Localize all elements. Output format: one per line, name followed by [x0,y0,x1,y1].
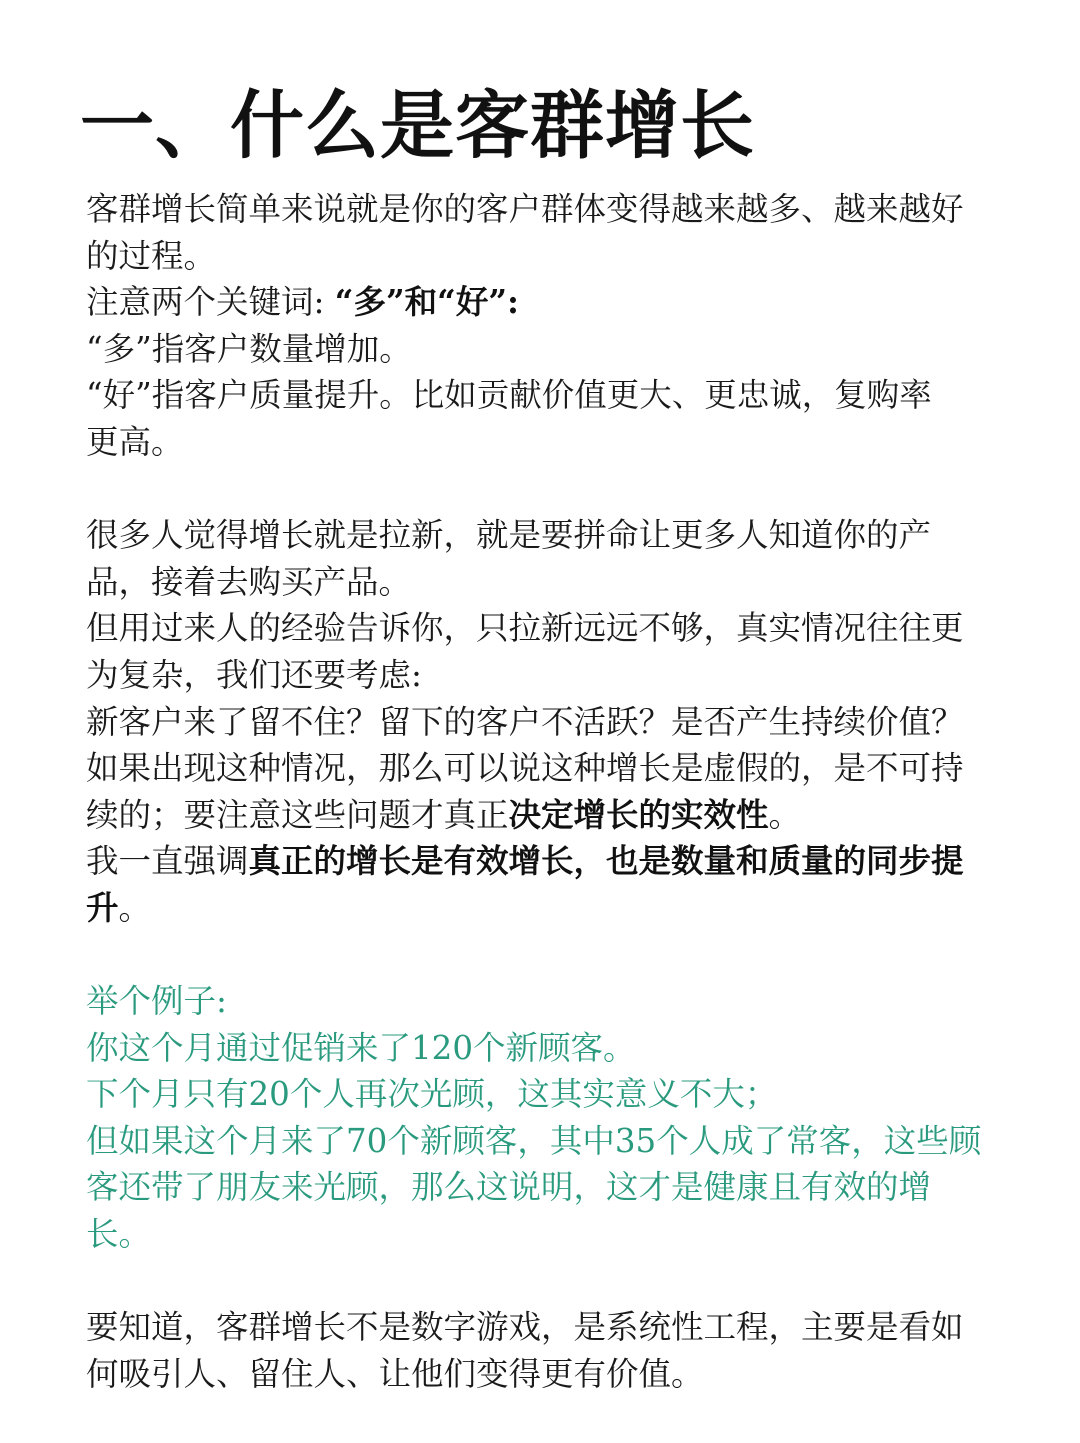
emphasis-highlight: 真正的增长是有效增长，也是数量和质量的同步提 [248,841,964,881]
example-paragraph [86,978,996,1258]
emphasis-highlight: 升 [86,887,119,927]
intro-line: 的过程。 [86,236,217,275]
growth-line: 为复杂，我们还要考虑: [86,655,422,694]
page-title: 一、什么是客群增长 [80,83,755,169]
emphasis-end: 。 [118,888,152,927]
example-heading: 举个例子: [86,982,227,1021]
paragraph-gap [86,1258,996,1305]
growth-line: 新客户来了留不住？留下的客户不活跃？是否产生持续价值？ [86,702,964,741]
conclusion-line: 何吸引人、留住人、让他们变得更有价值。 [86,1354,704,1393]
paragraph-gap [86,466,996,513]
intro-line: 客群增长简单来说就是你的客户群体变得越来越多、越来越好 [86,190,964,228]
keywords-line [86,279,996,326]
growth-line: 如果出现这种情况，那么可以说这种增长是虚假的，是不可持 [86,749,964,788]
example-line: 长。 [86,1215,152,1254]
growth-paragraph [86,512,996,931]
keywords-highlight: “多”和“好”: [334,282,520,322]
article-body [86,186,996,1397]
example-line: 但如果这个月来了70个新顾客，其中35个人成了常客，这些顾 [86,1121,982,1160]
growth-line: 品，接着去购买产品。 [86,562,412,601]
conclusion-paragraph [86,1304,996,1397]
conclusion-line: 要知道，客群增长不是数字游戏，是系统性工程，主要是看如 [86,1308,964,1347]
example-line: 你这个月通过促销来了120个新顾客。 [86,1028,636,1067]
growth-line: 但用过来人的经验告诉你，只拉新远远不够，真实情况往往更 [86,609,964,648]
effectiveness-end: 。 [768,795,802,834]
growth-line: 很多人觉得增长就是拉新，就是要拼命让更多人知道你的产 [86,516,932,555]
effectiveness-line [86,792,996,839]
keyword-better-line: 更高。 [86,422,184,461]
effectiveness-highlight: 决定增长的实效性 [508,794,769,834]
effectiveness-text: 续的；要注意这些问题才真正 [86,795,509,834]
emphasis-line [86,885,996,932]
example-line: 下个月只有20个人再次光顾，这其实意义不大； [86,1075,778,1114]
paragraph-gap [86,932,996,979]
emphasis-line [86,838,996,885]
keywords-label: 注意两个关键词: [86,283,335,322]
intro-paragraph [86,186,996,466]
keyword-better-line: “好”指客户质量提升。比如贡献价值更大、更忠诚，复购率 [86,376,932,415]
example-line: 客还带了朋友来光顾，那么这说明，这才是健康且有效的增 [86,1168,932,1207]
keyword-more-line: “多”指客户数量增加。 [86,329,412,368]
emphasis-text: 我一直强调 [86,842,249,881]
